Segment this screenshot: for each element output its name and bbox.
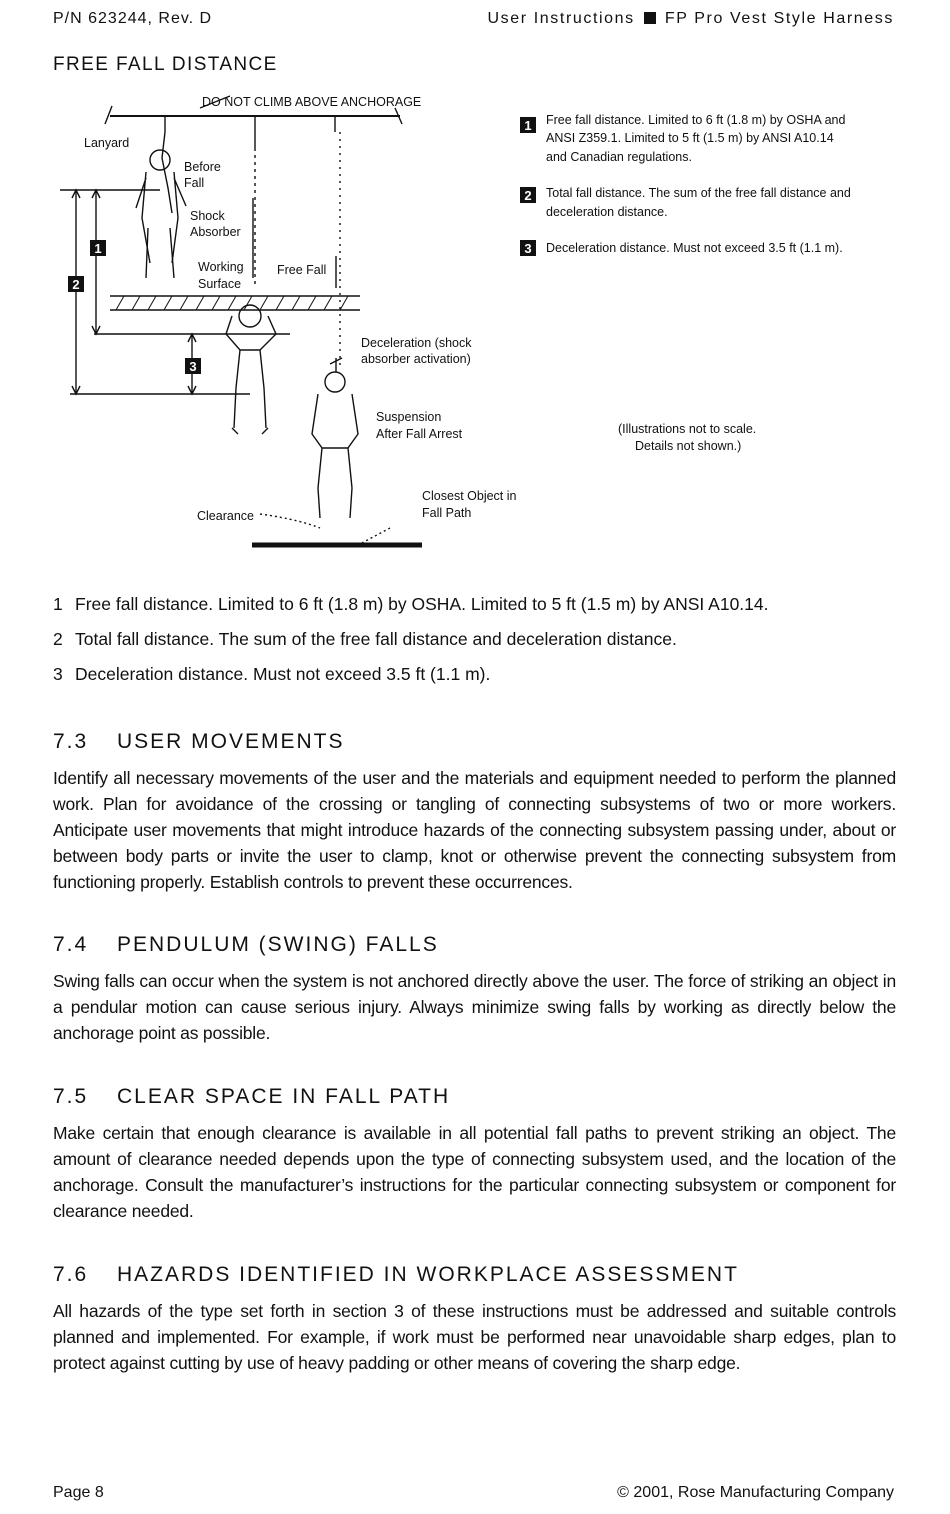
note-number: 2 — [53, 629, 63, 649]
section-heading-7-3 — [53, 730, 345, 754]
label-suspension-2: After Fall Arrest — [376, 427, 463, 441]
label-absorber: Absorber — [190, 225, 241, 239]
legend-box-1: 1 — [524, 118, 532, 133]
footer-page-number: Page 8 — [53, 1484, 104, 1501]
note-item — [53, 629, 898, 664]
box-2: 2 — [72, 277, 80, 292]
label-working: Working — [198, 260, 244, 274]
label-clearance: Clearance — [197, 509, 254, 523]
note-number: 1 — [53, 594, 63, 614]
section-number: 7.6 — [53, 1263, 89, 1286]
label-not-to-scale-1: (Illustrations not to scale. — [618, 422, 757, 436]
section-heading-7-6 — [53, 1263, 739, 1287]
legend-1-line-2: ANSI Z359.1. Limited to 5 ft (1.5 m) by ANSI A10.14 — [546, 131, 834, 145]
label-free-fall: Free Fall — [277, 263, 327, 277]
label-deceleration-2: absorber activation) — [361, 352, 471, 366]
label-suspension-1: Suspension — [376, 410, 442, 424]
header-title-b: FP Pro Vest Style Harness — [664, 10, 894, 27]
section-body-7-5: Make certain that enough clearance is available in all potential fall paths to prevent striking an object. The amount of clearance needed depends upon the type of connecting subsystem used, and the location of the anchorage. Consult the manufacturer’s instructions for the particular connecting subsystem or component for clearance needed. — [53, 1123, 896, 1221]
diagram-svg — [50, 88, 930, 558]
section-number: 7.4 — [53, 933, 89, 956]
diagram-number-boxes — [68, 240, 201, 374]
legend-2-line-2: deceleration distance. — [546, 205, 668, 219]
label-closest-object-2: Fall Path — [422, 506, 472, 520]
label-not-to-scale-2: Details not shown.) — [635, 439, 742, 453]
header-part-number: P/N 623244, Rev. D — [53, 10, 213, 27]
section-body-7-3: Identify all necessary movements of the user and the materials and equipment needed to perform the planned work. Plan for avoidance of the crossing or tangling of connecting subsystems of two or more workers. Anticipate user movements that might introduce hazards of the connecting subsystem passing under, about or between body parts or invite the user to clamp, knot or otherwise prevent the connecting subsystem from functioning properly. Establish controls to prevent these occurrences. — [53, 768, 896, 892]
legend-box-2: 2 — [524, 188, 532, 203]
note-item — [53, 594, 898, 629]
note-number: 3 — [53, 664, 63, 684]
box-1: 1 — [94, 241, 102, 256]
legend-3-line-1: Deceleration distance. Must not exceed 3.5 ft (1.1 m). — [546, 241, 843, 255]
section-number: 7.3 — [53, 730, 89, 753]
label-fall: Fall — [184, 176, 205, 190]
label-shock: Shock — [190, 209, 225, 223]
label-closest-object-1: Closest Object in — [422, 489, 517, 503]
section-title: USER MOVEMENTS — [117, 730, 345, 753]
header-document-title — [488, 10, 894, 28]
legend-1-line-3: and Canadian regulations. — [546, 150, 692, 164]
figure-notes — [53, 594, 898, 699]
note-text: Total fall distance. The sum of the free fall distance and deceleration distance. — [75, 629, 677, 649]
section-body-7-4: Swing falls can occur when the system is not anchored directly above the user. The force of striking an object in a pendular motion can cause serious injury. Always minimize swing falls by working as directly below the anchorage point as possible. — [53, 971, 896, 1043]
note-text: Free fall distance. Limited to 6 ft (1.8 m) by OSHA. Limited to 5 ft (1.5 m) by ANSI A10.14. — [75, 594, 769, 614]
section-body-7-6: All hazards of the type set forth in section 3 of these instructions must be addressed and suitable controls planned and implemented. For example, if work must be performed near unavoidable sharp edges, plan to protect against cutting by use of heavy padding or other means of covering the sharp edge. — [53, 1301, 896, 1373]
section-heading-7-5 — [53, 1085, 450, 1109]
header-title-a: User Instructions — [487, 10, 635, 27]
legend-box-3: 3 — [524, 241, 532, 256]
label-surface: Surface — [198, 277, 242, 291]
label-do-not-climb: DO NOT CLIMB ABOVE ANCHORAGE — [202, 95, 422, 109]
label-deceleration-1: Deceleration (shock — [361, 336, 472, 350]
figure-legend — [520, 113, 851, 256]
section-heading-7-4 — [53, 933, 439, 957]
black-square-icon — [644, 12, 656, 24]
section-title: CLEAR SPACE IN FALL PATH — [117, 1085, 451, 1108]
note-text: Deceleration distance. Must not exceed 3.5 ft (1.1 m). — [75, 664, 491, 684]
box-3: 3 — [189, 359, 197, 374]
free-fall-diagram — [50, 88, 930, 558]
section-title: HAZARDS IDENTIFIED IN WORKPLACE ASSESSMENT — [117, 1263, 739, 1286]
label-lanyard: Lanyard — [84, 136, 130, 150]
figure-title: FREE FALL DISTANCE — [53, 54, 278, 75]
section-number: 7.5 — [53, 1085, 89, 1108]
footer-copyright: © 2001, Rose Manufacturing Company — [617, 1484, 894, 1501]
legend-2-line-1: Total fall distance. The sum of the free fall distance and — [546, 186, 851, 200]
legend-1-line-1: Free fall distance. Limited to 6 ft (1.8 m) by OSHA and — [546, 113, 846, 127]
label-before: Before — [184, 160, 221, 174]
section-title: PENDULUM (SWING) FALLS — [117, 933, 439, 956]
note-item — [53, 664, 898, 699]
